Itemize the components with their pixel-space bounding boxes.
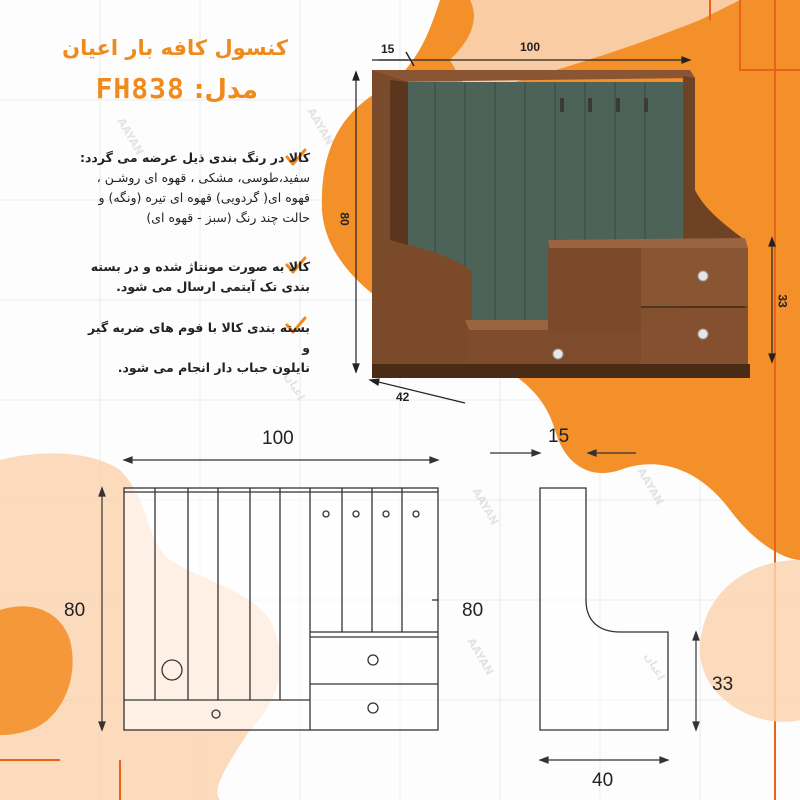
watermark-text: AAYAN	[304, 105, 337, 148]
feature-bullet	[80, 257, 310, 297]
side-top-depth-label: 15	[548, 426, 570, 447]
bullet-line: بندی تک آیتمی ارسال می شود.	[116, 279, 310, 294]
page-title: کنسول کافه بار اعیان	[62, 36, 288, 60]
front-height-label: 80	[64, 600, 86, 621]
bullet-line: حالت چند رنگ (سبز - قهوه ای)	[146, 210, 310, 225]
bullet-lead: کالا در رنگ بندی ذیل عرضه می گردد:	[79, 150, 310, 165]
side-view-drawing	[540, 488, 668, 730]
model-label: مدل:	[193, 75, 258, 105]
side-height-label: 80	[462, 600, 484, 621]
side-lower-height-label: 33	[712, 674, 734, 695]
peach-blob-right	[700, 560, 800, 722]
photo-width-label: 100	[520, 40, 541, 54]
model-heading	[96, 72, 258, 105]
photo-thickness-label: 15	[381, 42, 395, 56]
watermark-text: اعیان	[281, 370, 308, 403]
photo-height-label: 80	[337, 212, 352, 226]
photo-drawer-height-label: 33	[775, 294, 790, 308]
bullet-line: نایلون حباب دار انجام می شود.	[117, 360, 310, 375]
model-code: FH838	[95, 72, 185, 105]
watermark-text: AAYAN	[464, 635, 497, 678]
bullet-line: سفید،طوسی، مشکی ، قهوه ای روشـن ،	[96, 170, 310, 185]
side-depth-label: 40	[592, 770, 614, 791]
bullet-lead: کالا به صورت مونتاژ شده و در بسته	[90, 259, 310, 274]
console-photo	[372, 70, 750, 378]
feature-bullet	[80, 148, 310, 228]
front-width-label: 100	[262, 428, 294, 449]
photo-depth-label: 42	[396, 390, 410, 404]
bullet-lead: بسته بندی کالا با فوم های ضربه گیر و	[88, 320, 310, 355]
watermark-text: اعیان	[641, 650, 668, 683]
front-view-drawing	[124, 488, 438, 730]
watermark-text: AAYAN	[469, 485, 502, 528]
feature-bullet	[80, 318, 310, 378]
bullet-line: قهوه ای( گردویی) قهوه ای تیره (ونگه) و	[98, 190, 310, 205]
watermark-text: AAYAN	[634, 465, 667, 508]
watermark-text: AAYAN	[114, 115, 147, 158]
